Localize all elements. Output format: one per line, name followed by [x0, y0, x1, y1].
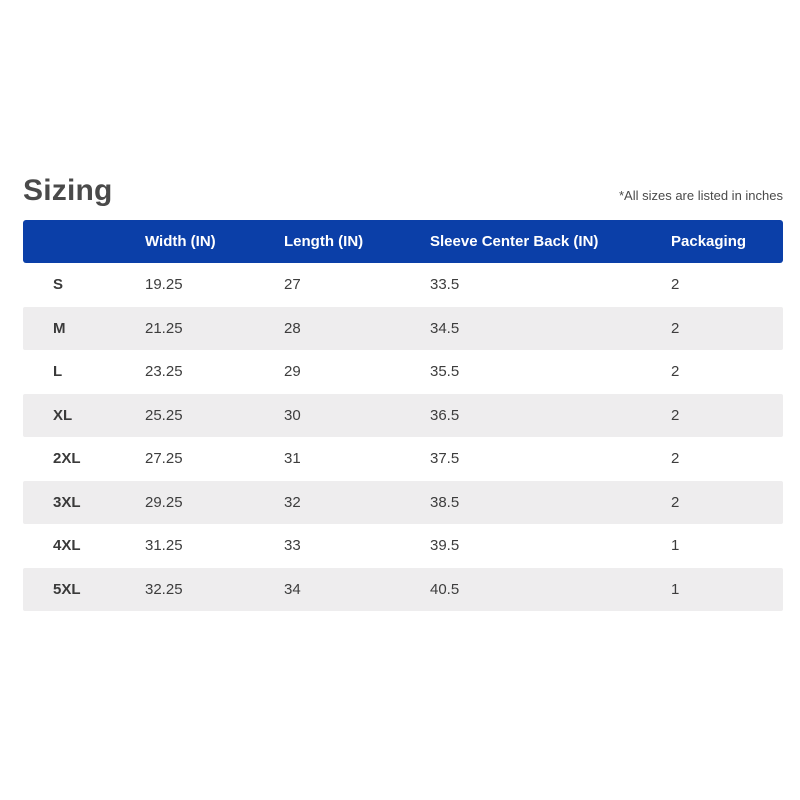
size-cell: 2XL — [53, 450, 81, 467]
sizing-table — [23, 220, 783, 611]
packaging-cell: 2 — [671, 493, 680, 511]
length-cell: 32 — [284, 493, 301, 511]
table-row — [23, 524, 783, 568]
width-cell: 31.25 — [145, 537, 183, 554]
size-cell: L — [53, 363, 63, 380]
size-cell: XL — [53, 406, 73, 424]
sleeve-cell: 37.5 — [430, 450, 460, 467]
packaging-cell: 2 — [671, 406, 680, 424]
length-cell: 31 — [284, 450, 301, 467]
width-cell: 19.25 — [145, 276, 183, 293]
size-cell: M — [53, 319, 66, 337]
length-cell: 28 — [284, 319, 301, 337]
size-cell: S — [53, 276, 64, 293]
units-note: *All sizes are listed in inches — [618, 188, 783, 203]
width-cell: 29.25 — [145, 493, 183, 511]
packaging-cell: 2 — [671, 276, 680, 293]
table-row — [23, 481, 783, 525]
header-cell-packaging: Packaging — [671, 233, 747, 250]
length-cell: 30 — [284, 406, 301, 424]
length-cell: 33 — [284, 537, 301, 554]
table-row — [23, 568, 783, 612]
packaging-cell: 2 — [671, 450, 680, 467]
sleeve-cell: 35.5 — [430, 363, 460, 380]
packaging-cell: 1 — [671, 580, 680, 598]
length-cell: 29 — [284, 363, 301, 380]
sleeve-cell: 34.5 — [430, 319, 460, 337]
width-cell: 27.25 — [145, 450, 183, 467]
page-title: Sizing — [23, 174, 113, 207]
header-cell-width: Width (IN) — [145, 233, 216, 250]
width-cell: 32.25 — [145, 580, 183, 598]
length-cell: 27 — [284, 276, 301, 293]
table-row — [23, 263, 783, 307]
table-header-row — [23, 220, 783, 263]
sizing-section — [23, 170, 783, 611]
header-cell-sleeve: Sleeve Center Back (IN) — [430, 233, 599, 250]
size-cell: 3XL — [53, 493, 81, 511]
sleeve-cell: 33.5 — [430, 276, 460, 293]
width-cell: 25.25 — [145, 406, 183, 424]
sleeve-cell: 36.5 — [430, 406, 460, 424]
sleeve-cell: 40.5 — [430, 580, 460, 598]
packaging-cell: 2 — [671, 319, 680, 337]
sleeve-cell: 38.5 — [430, 493, 460, 511]
width-cell: 21.25 — [145, 319, 183, 337]
section-header — [23, 170, 783, 220]
packaging-cell: 1 — [671, 537, 680, 554]
table-row — [23, 437, 783, 481]
size-cell: 5XL — [53, 580, 81, 598]
size-cell: 4XL — [53, 537, 81, 554]
table-row — [23, 307, 783, 351]
packaging-cell: 2 — [671, 363, 680, 380]
table-row — [23, 350, 783, 394]
length-cell: 34 — [284, 580, 301, 598]
sleeve-cell: 39.5 — [430, 537, 460, 554]
table-row — [23, 394, 783, 438]
header-cell-length: Length (IN) — [284, 233, 364, 250]
width-cell: 23.25 — [145, 363, 183, 380]
